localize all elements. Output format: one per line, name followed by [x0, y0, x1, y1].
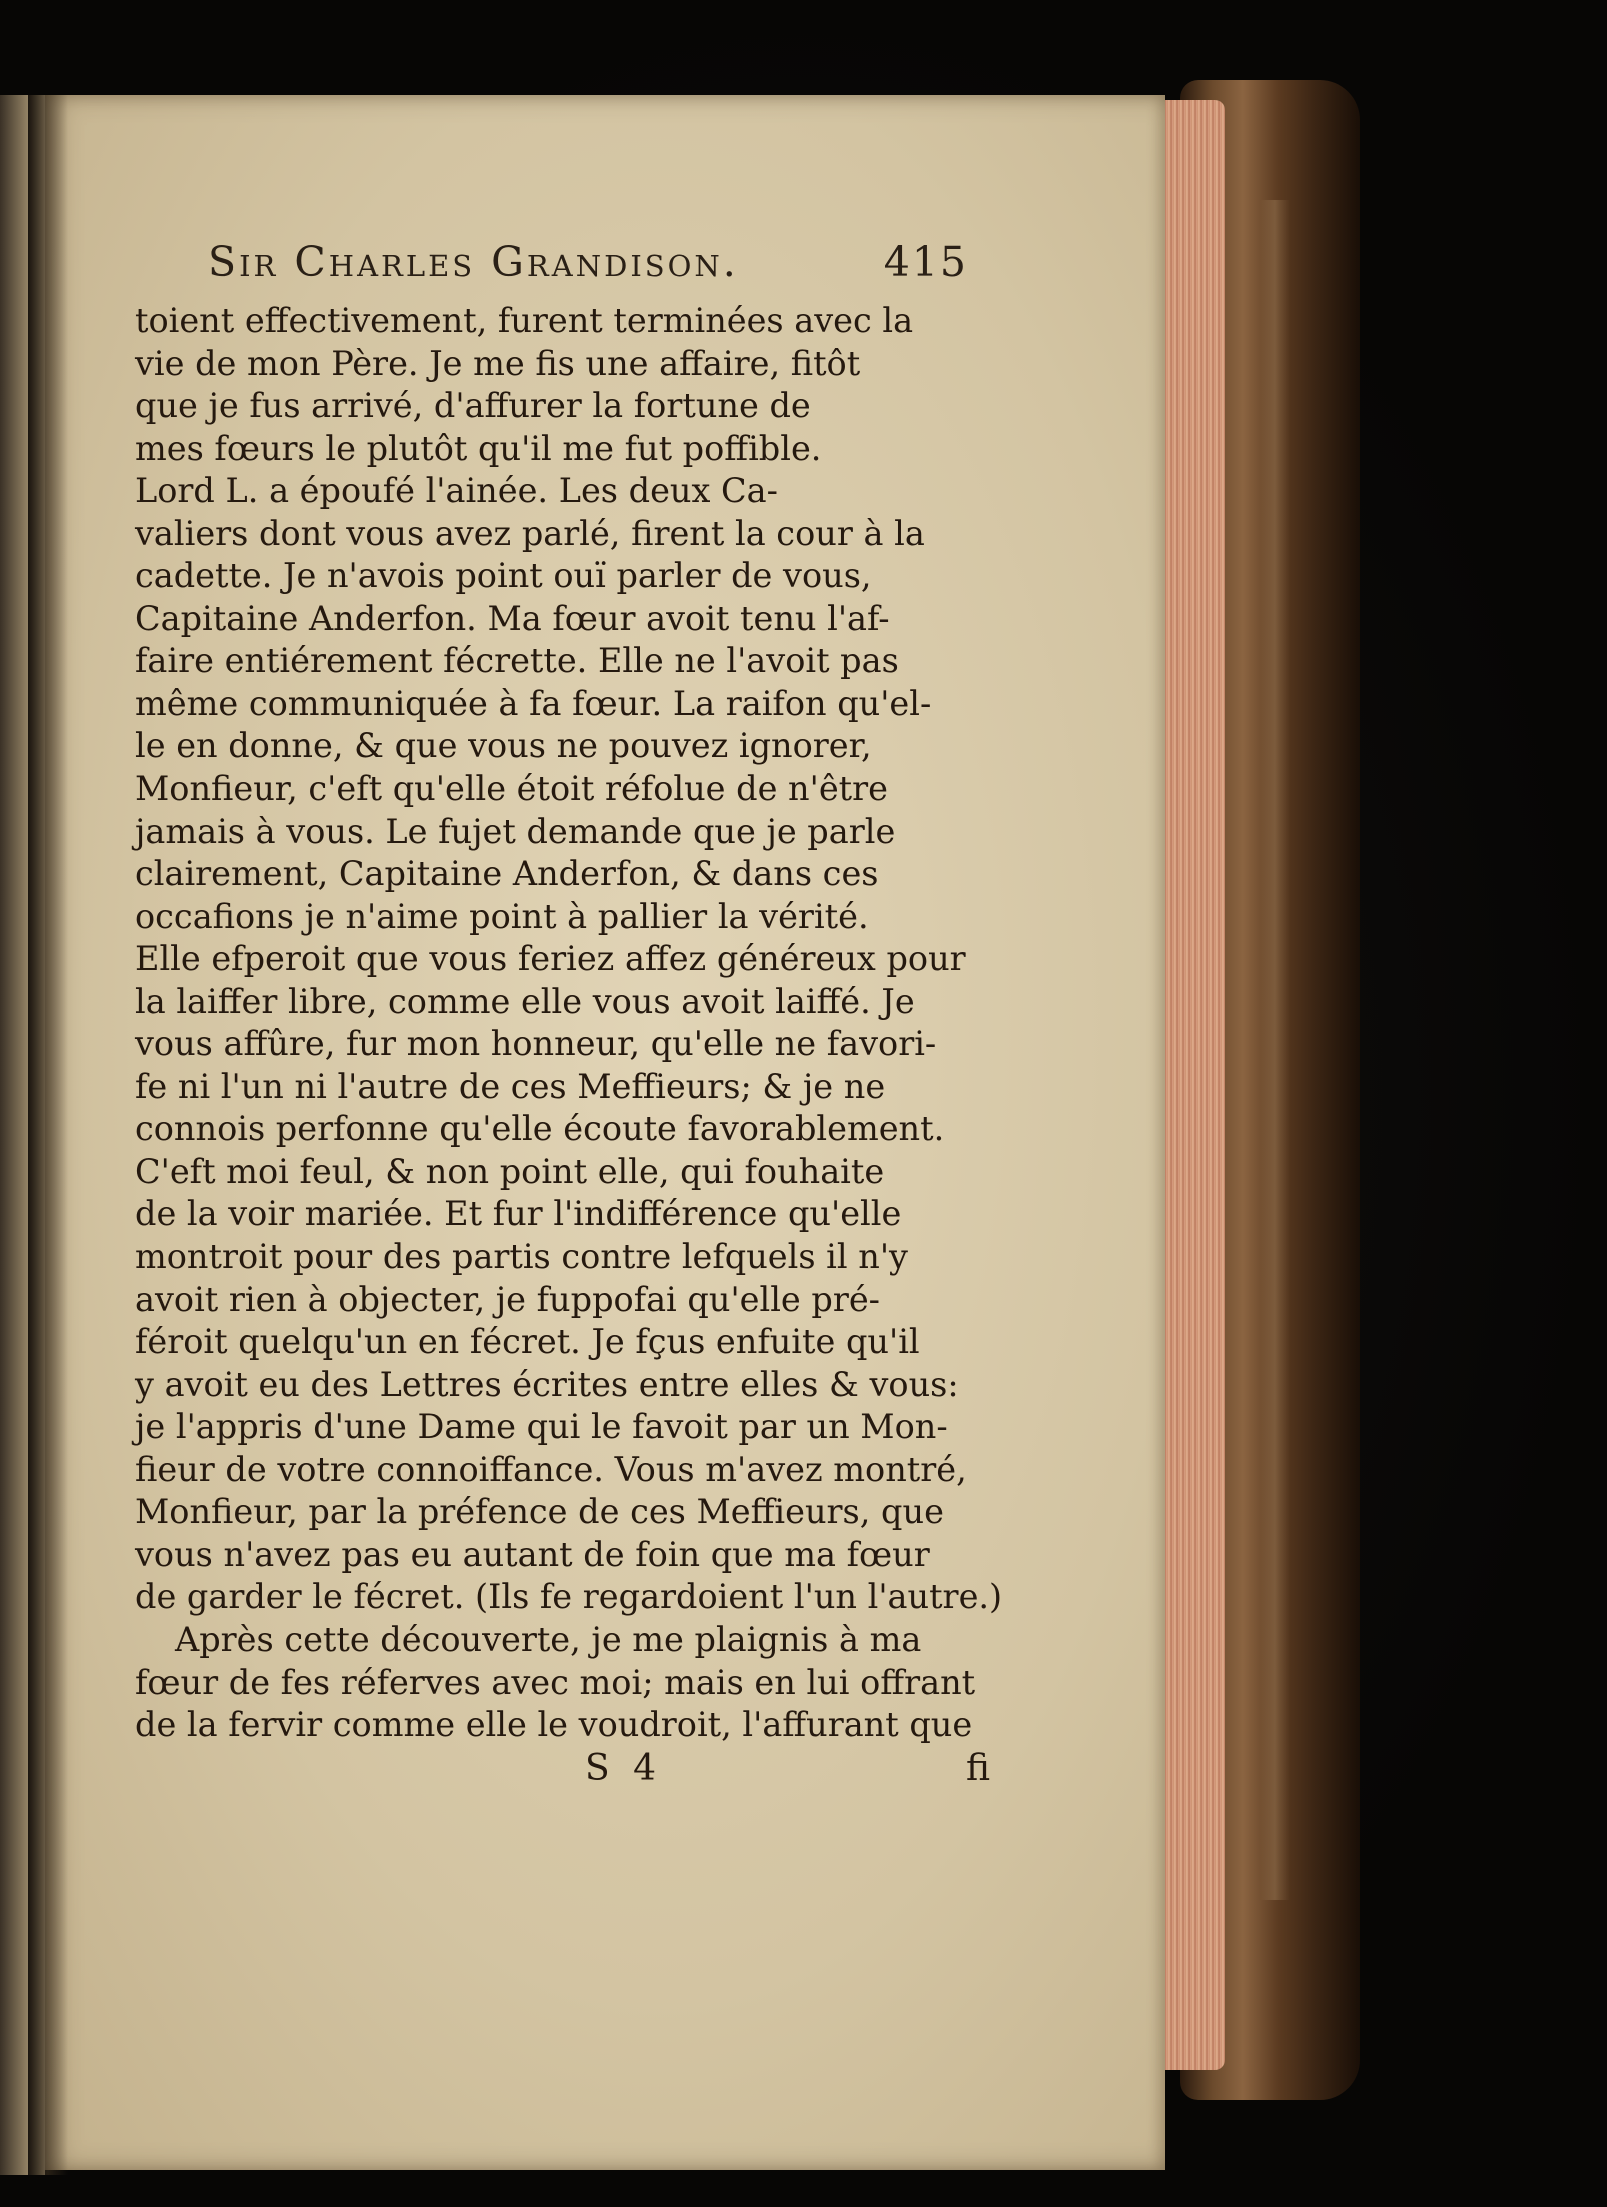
text-line: féroit quelqu'un en fécret. Je fçus enfuite qu'il: [135, 1322, 920, 1362]
text-line: vous n'avez pas eu autant de foin que ma fœur: [135, 1534, 930, 1574]
text-line: faire entiérement fécrette. Elle ne l'avoit pas: [135, 641, 899, 681]
cover-highlight: [1260, 200, 1290, 1900]
text-line: cadette. Je n'avois point ouï parler de vous,: [135, 556, 872, 596]
text-line: montroit pour des partis contre lefquels il n'y: [135, 1237, 908, 1277]
text-line: fieur de votre connoiffance. Vous m'avez montré,: [135, 1449, 967, 1489]
text-line: occafions je n'aime point à pallier la vérité.: [135, 896, 869, 936]
text-line: Elle efperoit que vous feriez affez généreux pour: [135, 939, 966, 979]
signature-mark: S 4: [585, 1748, 663, 1789]
page-number: 415: [883, 238, 968, 286]
text-line: vie de mon Père. Je me fis une affaire, fitôt: [135, 343, 861, 383]
text-line: je l'appris d'une Dame qui le favoit par un Mon-: [135, 1407, 948, 1447]
text-line: la laiffer libre, comme elle vous avoit laiffé. Je: [135, 981, 915, 1021]
text-line: C'eft moi feul, & non point elle, qui fouhaite: [135, 1151, 885, 1191]
text-line: Lord L. a époufé l'ainée. Les deux Ca-: [135, 471, 778, 511]
text-line: mes fœurs le plutôt qu'il me fut poffible.: [135, 428, 822, 468]
text-line: Monfieur, par la préfence de ces Meffieurs, que: [135, 1492, 944, 1532]
paragraph-start-line: Après cette découverte, je me plaignis à ma: [175, 1619, 922, 1659]
text-line: de la fervir comme elle le voudroit, l'affurant que: [135, 1705, 973, 1745]
text-line: fe ni l'un ni l'autre de ces Meffieurs; & je ne: [135, 1066, 886, 1106]
text-line: y avoit eu des Lettres écrites entre elles & vous:: [135, 1364, 959, 1404]
text-line: connois perfonne qu'elle écoute favorablement.: [135, 1109, 945, 1149]
binding-gutter: [28, 95, 68, 2175]
page-footer: [135, 1748, 990, 1794]
page-header: [208, 238, 968, 298]
text-line: fœur de fes réferves avec moi; mais en lui offrant: [135, 1662, 976, 1702]
text-line: jamais à vous. Le fujet demande que je parle: [135, 811, 896, 851]
body-text: [135, 300, 1003, 1747]
text-line: que je fus arrivé, d'affurer la fortune de: [135, 386, 811, 426]
running-title: Sir Charles Grandison.: [208, 238, 739, 286]
text-line: même communiquée à fa fœur. La raifon qu'el-: [135, 683, 932, 723]
text-line: de la voir mariée. Et fur l'indifférence qu'elle: [135, 1194, 902, 1234]
text-line: vous affûre, fur mon honneur, qu'elle ne favori-: [135, 1024, 937, 1064]
text-line: le en donne, & que vous ne pouvez ignorer,: [135, 726, 872, 766]
text-line: clairement, Capitaine Anderfon, & dans ces: [135, 854, 879, 894]
text-line: de garder le fécret. (Ils fe regardoient l'un l'autre.): [135, 1577, 1003, 1617]
text-line: avoit rien à objecter, je fuppofai qu'elle pré-: [135, 1279, 880, 1319]
page-fore-edge: [1155, 100, 1225, 2070]
catchword: fi: [965, 1748, 990, 1789]
text-line: toient effectivement, furent terminées avec la: [135, 301, 914, 340]
text-line: Capitaine Anderfon. Ma fœur avoit tenu l'af-: [135, 598, 890, 638]
text-line: valiers dont vous avez parlé, firent la cour à la: [135, 513, 925, 553]
text-line: Monfieur, c'eft qu'elle étoit réfolue de n'être: [135, 769, 888, 809]
